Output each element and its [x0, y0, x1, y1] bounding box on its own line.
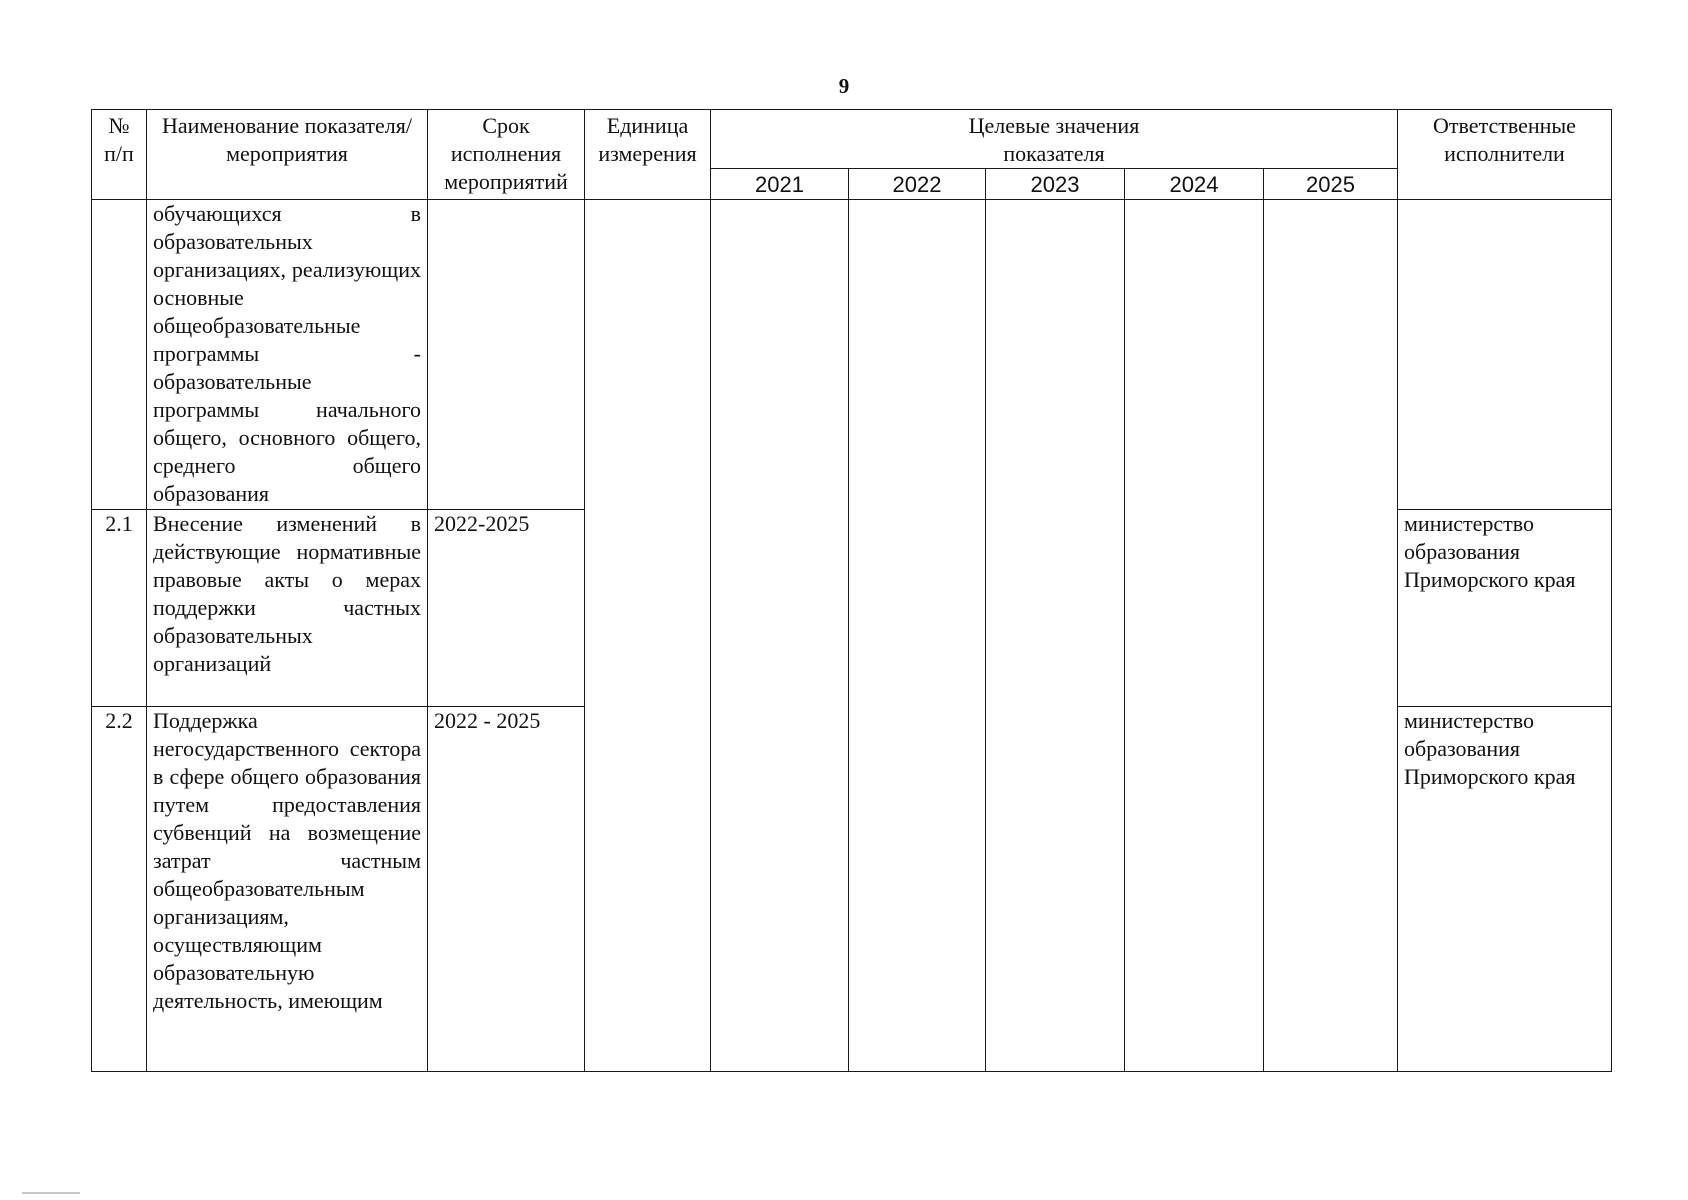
row-responsible — [1398, 200, 1612, 510]
header-responsible: Ответственные исполнители — [1398, 110, 1612, 200]
header-year-2022: 2022 — [849, 169, 986, 200]
header-term: Срок исполнения мероприятий — [428, 110, 585, 200]
value-2024-cell — [1125, 200, 1264, 1072]
table-row — [92, 200, 1612, 510]
header-year-2023: 2023 — [986, 169, 1125, 200]
row-num: 2.1 — [92, 510, 147, 707]
row-num: 2.2 — [92, 707, 147, 1072]
header-num: № п/п — [92, 110, 147, 200]
table-body — [92, 200, 1612, 1072]
row-term — [428, 200, 585, 510]
value-2022-cell — [849, 200, 986, 1072]
row-name: обучающихся в образовательных организациях, реализующих основные общеобразовательные программы - образовательные программы начального общего, основного общего, среднего общего образования — [147, 200, 428, 510]
value-2021-cell — [711, 200, 849, 1072]
header-year-2025: 2025 — [1264, 169, 1398, 200]
header-targets: Целевые значения показателя — [711, 110, 1398, 169]
row-responsible: министерство образования Приморского края — [1398, 510, 1612, 707]
table-header — [92, 110, 1612, 200]
row-name: Поддержка негосударственного сектора в сфере общего образования путем предоставления субвенций на возмещение затрат частным общеобразовательным организациям, осуществляющим образовательную деятельность, имеющим — [147, 707, 428, 1072]
header-unit: Единица измерения — [585, 110, 711, 200]
indicators-table — [91, 109, 1612, 1072]
header-year-2021: 2021 — [711, 169, 849, 200]
header-year-2024: 2024 — [1125, 169, 1264, 200]
row-num — [92, 200, 147, 510]
page-number: 9 — [838, 74, 850, 98]
header-row — [92, 110, 1612, 169]
unit-cell — [585, 200, 711, 1072]
row-term: 2022 - 2025 — [428, 707, 585, 1072]
scan-artifact-line — [22, 1192, 80, 1194]
header-name: Наименование показателя/мероприятия — [147, 110, 428, 200]
value-2025-cell — [1264, 200, 1398, 1072]
row-term: 2022-2025 — [428, 510, 585, 707]
row-responsible: министерство образования Приморского края — [1398, 707, 1612, 1072]
row-name: Внесение изменений в действующие нормативные правовые акты о мерах поддержки частных образовательных организаций — [147, 510, 428, 707]
value-2023-cell — [986, 200, 1125, 1072]
